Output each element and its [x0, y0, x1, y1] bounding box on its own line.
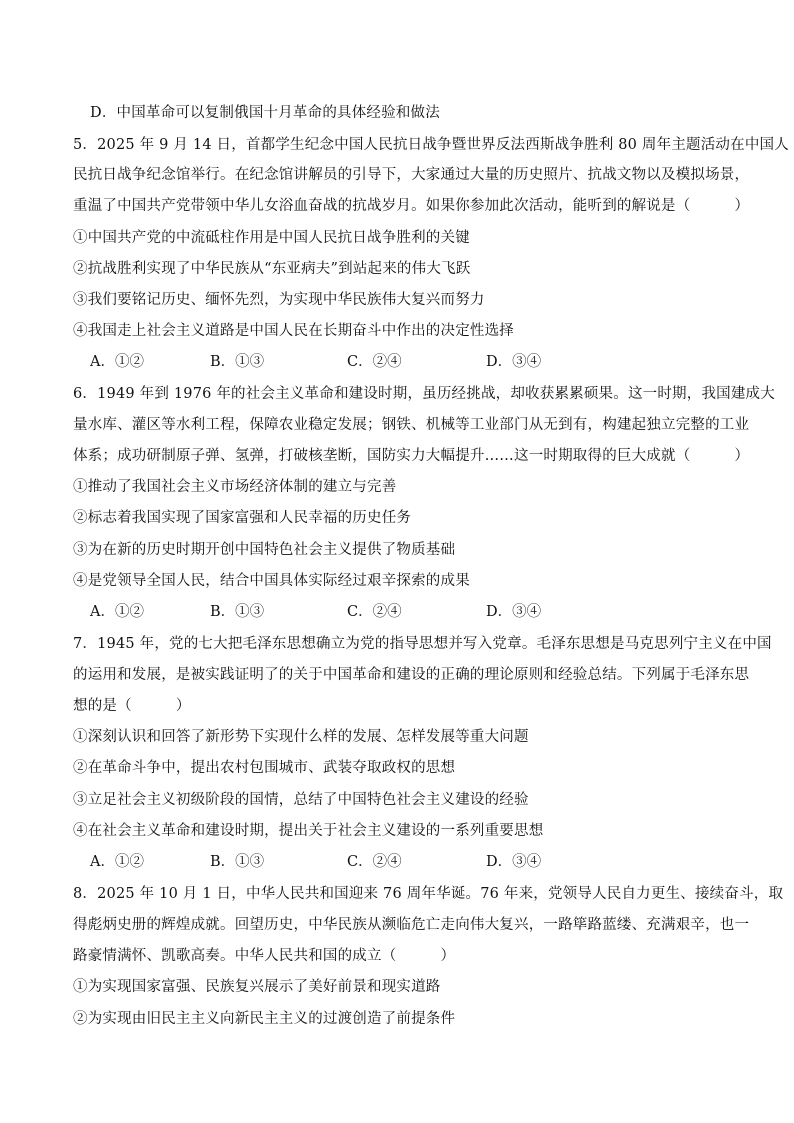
q7-option-b: B．①③	[210, 854, 265, 870]
q5-item-2: ②抗战胜利实现了中华民族从“东亚病夫”到站起来的伟大飞跃	[73, 261, 471, 277]
q6-item-4: ④是党领导全国人民，结合中国具体实际经过艰辛探索的成果	[73, 573, 470, 589]
q7-stem-line-2: 的运用和发展，是被实践证明了的关于中国革命和建设的正确的理论原则和经验总结。下列属于毛泽东思	[73, 667, 750, 683]
q5-stem-line-2: 民抗日战争纪念馆举行。在纪念馆讲解员的引导下，大家通过大量的历史照片、抗战文物以及模拟场景，	[73, 167, 750, 183]
q6-stem-line-2: 量水库、灌区等水利工程，保障农业稳定发展；钢铁、机械等工业部门从无到有，构建起独立完整的工业	[73, 417, 750, 433]
q6-item-1: ①推动了我国社会主义市场经济体制的建立与完善	[73, 479, 397, 495]
q6-options	[90, 602, 690, 624]
q6-option-b: B．①③	[210, 604, 265, 620]
q5-stem-line-1: 5．2025 年 9 月 14 日，首都学生纪念中国人民抗日战争暨世界反法西斯战争胜利 80 周年主题活动在中国人	[73, 137, 789, 153]
q8-item-2: ②为实现由旧民主主义向新民主主义的过渡创造了前提条件	[73, 1011, 456, 1027]
q6-option-a: A．①②	[90, 604, 144, 620]
q5-options	[90, 352, 690, 374]
q6-item-3: ③为在新的历史时期开创中国特色社会主义提供了物质基础	[73, 542, 456, 558]
q7-option-c: C．②④	[347, 854, 402, 870]
q6-option-d: D．③④	[486, 604, 542, 620]
q4-option-d: D．中国革命可以复制俄国十月革命的具体经验和做法	[90, 105, 440, 121]
q7-options	[90, 852, 690, 874]
q8-item-1: ①为实现国家富强、民族复兴展示了美好前景和现实道路	[73, 979, 441, 995]
q8-stem-line-2: 得彪炳史册的辉煌成就。回望历史，中华民族从濒临危亡走向伟大复兴，一路筚路蓝缕、充满艰辛，也一	[73, 917, 750, 933]
q8-stem-line-1: 8．2025 年 10 月 1 日，中华人民共和国迎来 76 周年华诞。76 年来，党领导人民自力更生、接续奋斗，取	[73, 886, 784, 902]
q5-item-1: ①中国共产党的中流砥柱作用是中国人民抗日战争胜利的关键	[73, 230, 470, 246]
q7-option-a: A．①②	[90, 854, 144, 870]
q6-item-2: ②标志着我国实现了国家富强和人民幸福的历史任务	[73, 510, 412, 526]
q7-item-2: ②在革命斗争中，提出农村包围城市、武装夺取政权的思想	[73, 760, 456, 776]
q6-option-c: C．②④	[347, 604, 402, 620]
q5-option-c: C．②④	[347, 354, 402, 370]
q7-stem-line-3: 想的是（ ）	[73, 698, 191, 714]
q8-stem-line-3: 路豪情满怀、凯歌高奏。中华人民共和国的成立（ ）	[73, 948, 456, 964]
q6-stem-line-3: 体系；成功研制原子弹、氢弹，打破核垄断，国防实力大幅提升……这一时期取得的巨大成就（ ）	[73, 448, 750, 464]
q5-option-d: D．③④	[486, 354, 542, 370]
q5-option-a: A．①②	[90, 354, 144, 370]
q6-stem-line-1: 6．1949 年到 1976 年的社会主义革命和建设时期，虽历经挑战，却收获累累硕果。这一时期，我国建成大	[73, 386, 775, 402]
q5-option-b: B．①③	[210, 354, 265, 370]
q5-item-4: ④我国走上社会主义道路是中国人民在长期奋斗中作出的决定性选择	[73, 323, 514, 339]
q7-item-1: ①深刻认识和回答了新形势下实现什么样的发展、怎样发展等重大问题	[73, 729, 529, 745]
q7-item-3: ③立足社会主义初级阶段的国情，总结了中国特色社会主义建设的经验	[73, 792, 529, 808]
q7-stem-line-1: 7．1945 年，党的七大把毛泽东思想确立为党的指导思想并写入党章。毛泽东思想是马克思列宁主义在中国	[73, 636, 772, 652]
q5-stem-line-3: 重温了中国共产党带领中华儿女浴血奋战的抗战岁月。如果你参加此次活动，能听到的解说是（ ）	[73, 198, 750, 214]
q7-item-4: ④在社会主义革命和建设时期，提出关于社会主义建设的一系列重要思想	[73, 823, 544, 839]
q5-item-3: ③我们要铭记历史、缅怀先烈，为实现中华民族伟大复兴而努力	[73, 292, 485, 308]
q7-option-d: D．③④	[486, 854, 542, 870]
